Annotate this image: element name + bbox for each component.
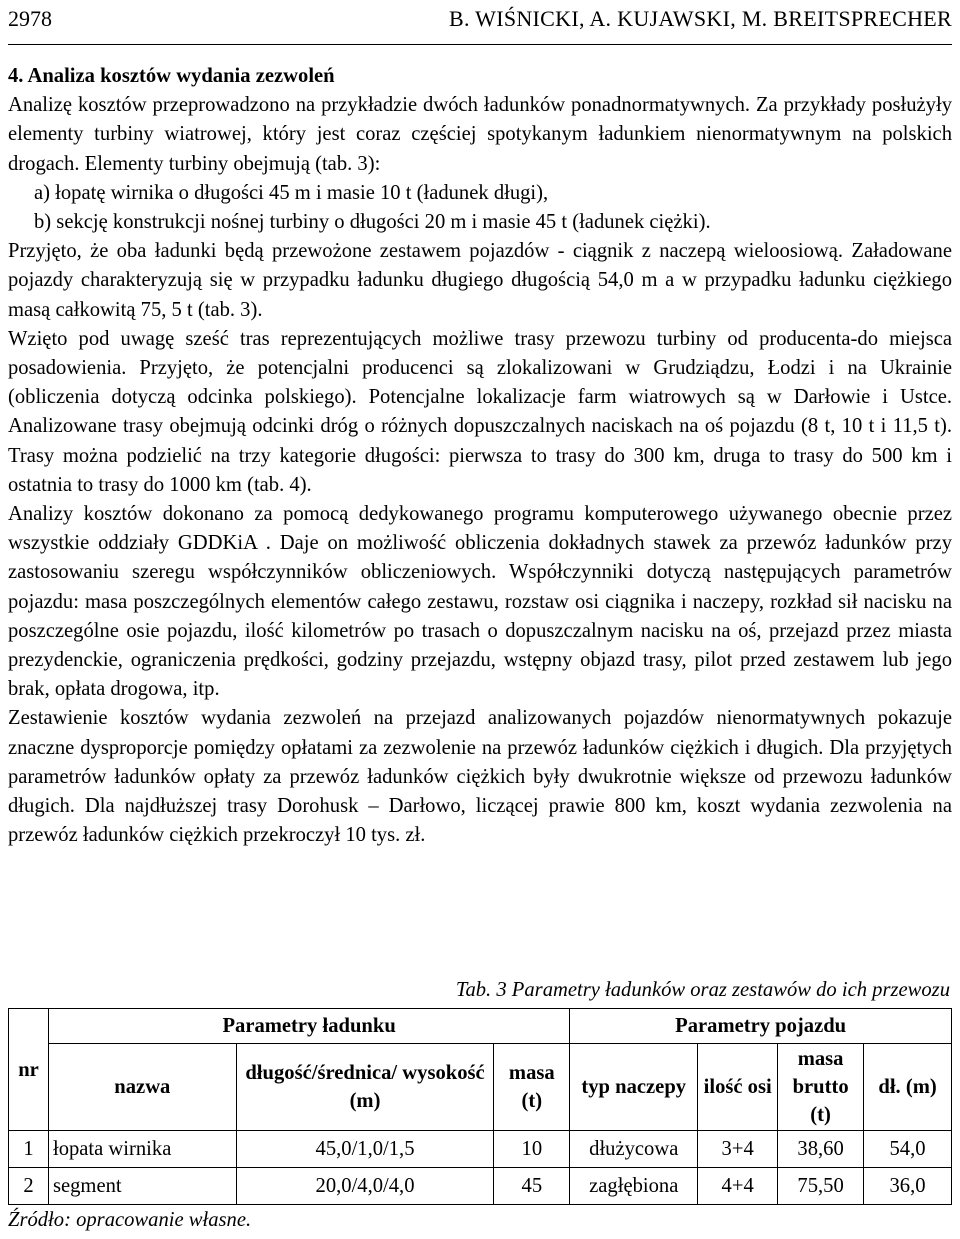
- cell-dl: 36,0: [864, 1168, 952, 1205]
- cell-nr: 1: [9, 1131, 49, 1168]
- cell-typ: dłużycowa: [570, 1131, 698, 1168]
- running-head-authors: B. WIŚNICKI, A. KUJAWSKI, M. BREITSPRECHER: [448, 6, 952, 31]
- cell-dims: 20,0/4,0/4,0: [236, 1168, 494, 1205]
- article-body: [8, 62, 952, 850]
- cell-osi: 3+4: [698, 1131, 778, 1168]
- cell-brutto: 75,50: [778, 1168, 864, 1205]
- header-dl: dł. (m): [864, 1044, 952, 1131]
- paragraph-routes: Wzięto pod uwagę sześć tras reprezentujących możliwe trasy przewozu turbiny od producenta-do miejsca posadowienia. Przyjęto, że potencjalni producenci są zlokalizowani w Grudziądzu, Łodzi i na Ukrainie (obliczenia dotyczą odcinka polskiego). Potencjalne lokalizacje farm wiatrowych są w Darłowie i Ustce. Analizowane trasy obejmują odcinki dróg o różnych dopuszczalnych naciskach na oś pojazdu (8 t, 10 t i 11,5 t). Trasy można podzielić na trzy kategorie długości: pierwsza to trasy do 300 km, druga to trasy do 500 km i ostatnia to trasy do 1000 km (tab. 4).: [8, 327, 952, 496]
- cell-typ: zagłębiona: [570, 1168, 698, 1205]
- cell-masa: 10: [494, 1131, 570, 1168]
- paragraph-vehicles: Przyjęto, że oba ładunki będą przewożone zestawem pojazdów - ciągnik z naczepą wieloosiową. Załadowane pojazdy charakteryzują się w przypadku ładunku długiego długością 54,0 m a w przypadku ładunku ciężkiego masą całkowitą 75, 5 t (tab. 3).: [8, 240, 952, 321]
- paragraph-summary: Zestawienie kosztów wydania zezwoleń na przejazd analizowanych pojazdów nienormatywnych pokazuje znaczne dysproporcje pomiędzy opłatami za zezwolenie na przewóz ładunków ciężkich i długich. Dla przyjętych parametrów ładunków opłaty za przewóz ładunków ciężkich były dwukrotnie większe od przewozu ładunków długich. Dla najdłuższej trasy Dorohusk – Darłowo, liczącej prawie 800 km, koszt wydania zezwolenia na przewóz ładunków ciężkich przekroczył 10 tys. zł.: [8, 707, 952, 847]
- list-item-b: b) sekcję konstrukcji nośnej turbiny o długości 20 m i masie 45 t (ładunek ciężki).: [34, 211, 711, 234]
- header-osi: ilość osi: [698, 1044, 778, 1131]
- header-group-cargo: Parametry ładunku: [48, 1009, 569, 1044]
- section-title: 4. Analiza kosztów wydania zezwoleń: [8, 65, 335, 87]
- cell-osi: 4+4: [698, 1168, 778, 1205]
- cell-nazwa: łopata wirnika: [48, 1131, 236, 1168]
- header-group-vehicle: Parametry pojazdu: [570, 1009, 952, 1044]
- cell-nazwa: segment: [48, 1168, 236, 1205]
- cell-brutto: 38,60: [778, 1131, 864, 1168]
- cell-masa: 45: [494, 1168, 570, 1205]
- table-row: [9, 1168, 952, 1205]
- page-header: [8, 0, 952, 45]
- cell-dl: 54,0: [864, 1131, 952, 1168]
- parameters-table: [8, 1008, 952, 1205]
- paragraph-analysis: Analizy kosztów dokonano za pomocą dedykowanego programu komputerowego używanego obecnie przez wszystkie oddziały GDDKiA . Daje on możliwość obliczenia dokładnych stawek za przewóz ładunków przy zastosowaniu szeregu współczynników obliczeniowych. Współczynniki dotyczą następujących parametrów pojazdu: masa poszczególnych elementów całego zestawu, rozstaw osi ciągnika i naczepy, rozkład sił nacisku na poszczególne osie pojazdu, ilość kilometrów po trasach o dopuszczalnym nacisku na oś, przejazd przez miasta prezydenckie, ograniczenia prędkości, godziny przejazdu, wstępny objazd trasy, pilot przed zestawem lub jego brak, opłata drogowa, itp.: [8, 503, 952, 701]
- header-typ: typ naczepy: [570, 1044, 698, 1131]
- header-brutto: masa brutto (t): [778, 1044, 864, 1131]
- header-nr: nr: [9, 1009, 49, 1131]
- header-nazwa: nazwa: [48, 1044, 236, 1131]
- table-source: Źródło: opracowanie własne.: [8, 1209, 252, 1231]
- table-caption: Tab. 3 Parametry ładunków oraz zestawów do ich przewozu: [455, 979, 950, 1001]
- cell-nr: 2: [9, 1168, 49, 1205]
- cell-dims: 45,0/1,0/1,5: [236, 1131, 494, 1168]
- page-number: 2978: [8, 6, 52, 31]
- paragraph-intro: Analizę kosztów przeprowadzono na przykładzie dwóch ładunków ponadnormatywnych. Za przykłady posłużyły elementy turbiny wiatrowej, który jest coraz częściej spotykanym ładunkiem nienormatywnym na polskich drogach. Elementy turbiny obejmują (tab. 3):: [8, 94, 952, 175]
- header-dlugosc: długość/średnica/ wysokość (m): [236, 1044, 494, 1131]
- table-row: [9, 1131, 952, 1168]
- list-item-a: a) łopatę wirnika o długości 45 m i masie 10 t (ładunek długi),: [34, 181, 549, 204]
- header-masa: masa (t): [494, 1044, 570, 1131]
